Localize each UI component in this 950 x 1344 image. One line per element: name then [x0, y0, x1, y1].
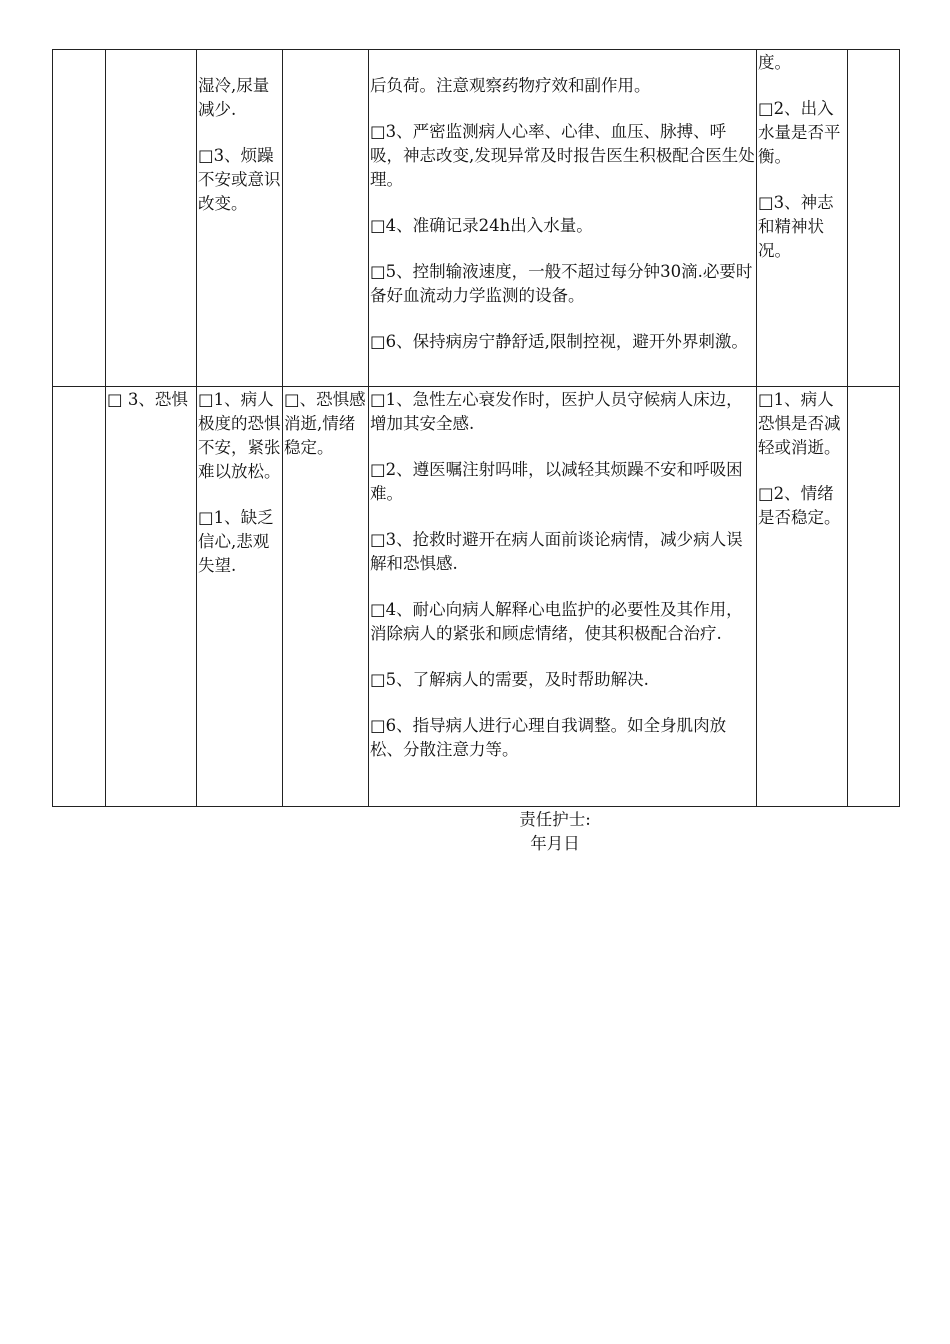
- measure-item: □3、抢救时避开在病人面前谈论病情，减少病人误解和恐惧感.: [370, 530, 743, 573]
- cell-goal: [283, 387, 369, 807]
- evaluation-item: 度。: [758, 53, 791, 72]
- measure-item: □5、控制输液速度，一般不超过每分钟30滴.必要时备好血流动力学监测的设备。: [370, 262, 753, 305]
- cell-evidence: [197, 50, 283, 387]
- goal-item: □、恐惧感消逝,情绪稳定。: [284, 390, 366, 457]
- cell-evaluation: [757, 50, 848, 387]
- evaluation-item: □2、出入水量是否平衡。: [758, 99, 841, 166]
- cell-evidence: [197, 387, 283, 807]
- evidence-item: □1、缺乏信心,悲观失望.: [198, 508, 274, 575]
- cell-measures: [369, 387, 757, 807]
- diagnosis-item: □ 3、恐惧: [107, 390, 188, 409]
- nursing-care-table: [52, 49, 900, 807]
- measure-item: □4、准确记录24h出入水量。: [370, 216, 593, 235]
- evidence-item: □1、病人极度的恐惧不安，紧张难以放松。: [198, 390, 281, 481]
- cell-notes: [848, 50, 900, 387]
- measure-item: □6、保持病房宁静舒适,限制控视，避开外界刺激。: [370, 332, 748, 351]
- measure-item: 后负荷。注意观察药物疗效和副作用。: [370, 76, 651, 95]
- evaluation-item: □3、神志和精神状况。: [758, 193, 834, 260]
- measure-item: □2、遵医嘱注射吗啡，以减轻其烦躁不安和呼吸困难。: [370, 460, 743, 503]
- cell-diagnosis: [106, 50, 197, 387]
- cell-index: [53, 50, 106, 387]
- measure-item: □5、了解病人的需要，及时帮助解决.: [370, 670, 649, 689]
- evaluation-item: □1、病人恐惧是否减轻或消逝。: [758, 390, 841, 457]
- measure-item: □3、严密监测病人心率、心律、血压、脉搏、呼吸，神志改变,发现异常及时报告医生积极配合医生处理。: [370, 122, 755, 189]
- measure-item: □4、耐心向病人解释心电监护的必要性及其作用，消除病人的紧张和顾虑情绪，使其积极配合治疗.: [370, 600, 743, 643]
- table-row: [53, 50, 900, 387]
- cell-index: [53, 387, 106, 807]
- date-label: 年月日: [530, 834, 580, 853]
- evidence-item: 湿冷,尿量减少.: [198, 76, 270, 119]
- nurse-signature-label: 责任护士:: [519, 810, 591, 829]
- cell-evaluation: [757, 387, 848, 807]
- cell-goal: [283, 50, 369, 387]
- evidence-item: □3、烦躁不安或意识改变。: [198, 146, 281, 213]
- measure-item: □6、指导病人进行心理自我调整。如全身肌肉放松、分散注意力等。: [370, 716, 727, 759]
- cell-measures: [369, 50, 757, 387]
- table-row: [53, 387, 900, 807]
- cell-notes: [848, 387, 900, 807]
- evaluation-item: □2、情绪是否稳定。: [758, 484, 841, 527]
- cell-diagnosis: [106, 387, 197, 807]
- measure-item: □1、急性左心衰发作时，医护人员守候病人床边，增加其安全感.: [370, 390, 743, 433]
